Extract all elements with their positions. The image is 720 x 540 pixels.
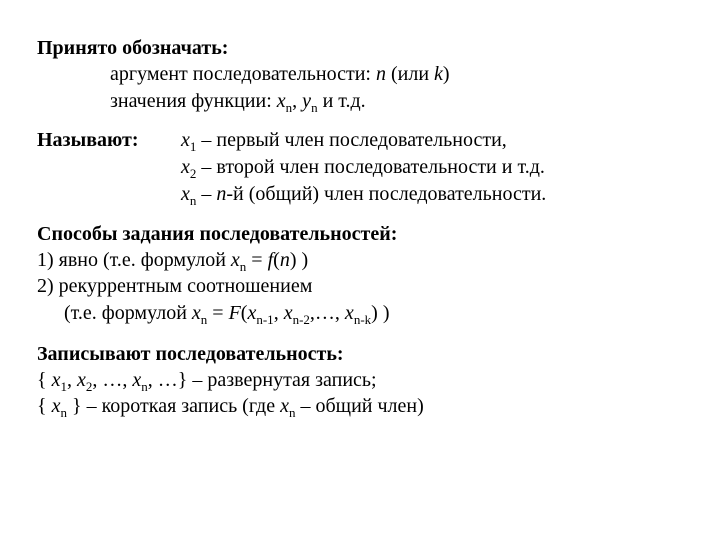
expanded-tail: , …} – развернутая запись; xyxy=(147,369,377,391)
short-mid: } – короткая запись (где xyxy=(67,395,281,417)
subscript-n: n xyxy=(285,100,293,115)
function-values-line xyxy=(110,89,366,113)
formula-prefix: (т.е. формулой xyxy=(64,302,192,324)
second-member-line xyxy=(181,155,545,179)
var-x: x xyxy=(276,90,286,112)
first-member-line xyxy=(181,128,507,152)
var-x: x xyxy=(51,395,61,417)
explicit-prefix: 1) явно (т.е. формулой xyxy=(37,249,231,271)
separator-ellipsis: ,…, xyxy=(309,302,345,324)
equals: = xyxy=(246,249,268,271)
subscript-1: 1 xyxy=(60,379,67,394)
func-F: F xyxy=(228,302,241,324)
dash: – xyxy=(196,183,217,205)
first-member-text: – первый член последовательности, xyxy=(196,129,507,151)
var-x: x xyxy=(77,369,86,391)
argument-line xyxy=(110,62,450,86)
argument-text: аргумент последовательности: xyxy=(110,63,376,85)
subscript-n: n xyxy=(239,259,247,274)
etc-text: и т.д. xyxy=(317,90,366,112)
naming-heading: Называют: xyxy=(37,129,139,151)
subscript-2: 2 xyxy=(85,379,93,394)
var-n: n xyxy=(279,249,290,271)
paren-open: ( xyxy=(240,302,248,324)
subscript-1: 1 xyxy=(189,139,197,154)
var-x: x xyxy=(51,369,61,391)
var-y: y xyxy=(302,90,312,112)
general-member-text: -й (общий) член последовательности. xyxy=(226,183,547,205)
var-x: x xyxy=(191,302,201,324)
notation-forms-heading: Записывают последовательность: xyxy=(37,343,344,365)
subscript-n-k: n-k xyxy=(353,312,372,327)
subscript-n-1: n-1 xyxy=(256,312,274,327)
func-f: f xyxy=(267,249,274,271)
notation-heading: Принято обозначать: xyxy=(37,37,229,59)
var-x: x xyxy=(344,302,354,324)
separator-ellipsis: , …, xyxy=(92,369,133,391)
expanded-notation-line xyxy=(37,368,377,392)
comma: , xyxy=(292,90,303,112)
or-open: (или xyxy=(385,63,435,85)
second-member-text: – второй член последовательности и т.д. xyxy=(196,156,545,178)
brace-open: { xyxy=(37,369,52,391)
subscript-2: 2 xyxy=(189,166,197,181)
var-x: x xyxy=(181,129,190,151)
short-notation-line xyxy=(37,394,424,418)
subscript-n: n xyxy=(311,100,318,115)
recurrent-method-line: 2) рекуррентным соотношением xyxy=(37,275,313,297)
brace-open: { xyxy=(37,395,52,417)
equals: = xyxy=(207,302,229,324)
subscript-n: n xyxy=(200,312,208,327)
var-x: x xyxy=(132,369,142,391)
paren-open: ( xyxy=(273,249,280,271)
separator: , xyxy=(273,302,284,324)
explicit-suffix: ) ) xyxy=(289,249,309,271)
subscript-n: n xyxy=(189,193,197,208)
var-k: k xyxy=(434,63,443,85)
var-x: x xyxy=(283,302,293,324)
separator: , xyxy=(67,369,77,391)
or-close: ) xyxy=(442,63,450,85)
var-x: x xyxy=(181,156,190,178)
methods-heading: Способы задания последовательностей: xyxy=(37,223,398,245)
subscript-n: n xyxy=(141,379,148,394)
short-tail: – общий член) xyxy=(295,395,424,417)
var-x: x xyxy=(280,395,289,417)
var-x: x xyxy=(247,302,257,324)
recurrent-formula-line xyxy=(64,301,389,325)
var-n: n xyxy=(375,63,386,85)
var-x: x xyxy=(230,249,240,271)
var-x: x xyxy=(181,183,190,205)
formula-suffix: ) ) xyxy=(371,302,390,324)
function-values-text: значения функции: xyxy=(110,90,277,112)
general-member-line xyxy=(181,182,546,206)
explicit-method-line xyxy=(37,248,308,272)
subscript-n-2: n-2 xyxy=(292,312,310,327)
subscript-n: n xyxy=(289,405,296,420)
subscript-n: n xyxy=(60,405,67,420)
var-n: n xyxy=(216,183,227,205)
